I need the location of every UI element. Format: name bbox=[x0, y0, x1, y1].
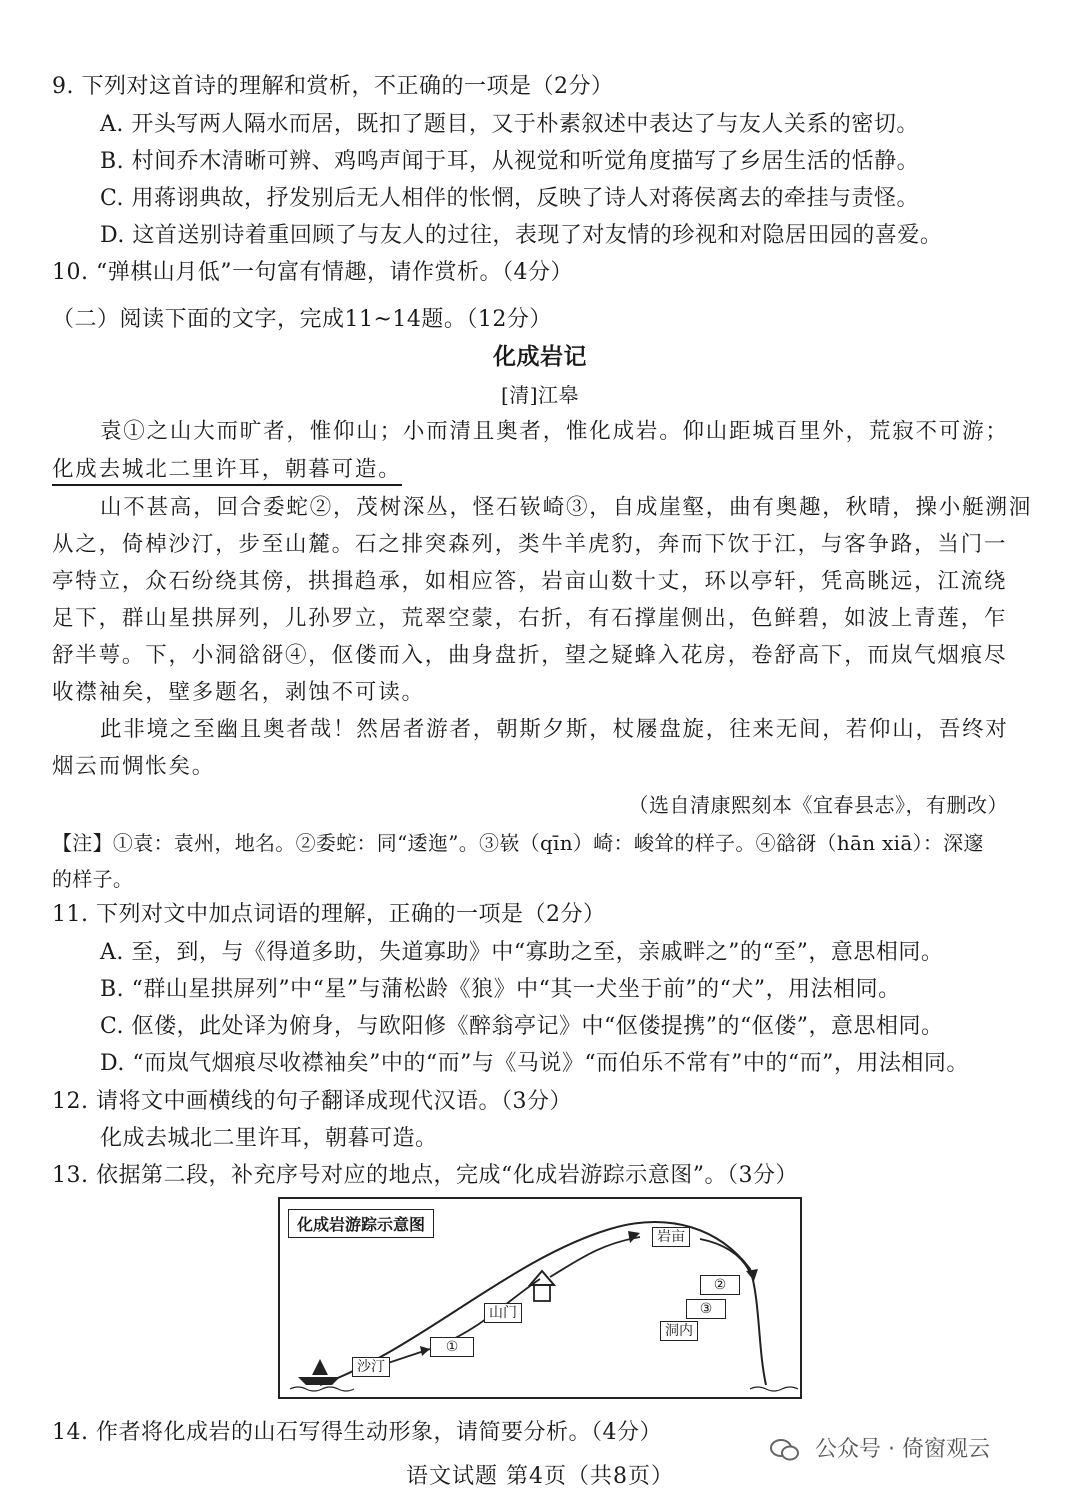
diagram-label-3: ③ bbox=[686, 1299, 726, 1319]
passage-p1-line1: 袁①之山大而旷者，惟仰山；小而清且奥者，惟化成岩。仰山距城百里外，荒寂不可游； bbox=[100, 419, 1009, 444]
q12-sentence: 化成去城北二里许耳，朝暮可造。 bbox=[100, 1126, 438, 1151]
q9-option-d: D. 这首送别诗着重回顾了与友人的过往，表现了对友情的珍视和对隐居田园的喜爱。 bbox=[100, 223, 943, 248]
passage-p2-line1: 山不甚高，回合委蛇②，茂树深丛，怪石嵚崎③，自成崖壑，曲有奥趣，秋晴，操小艇溯洄 bbox=[100, 495, 1033, 520]
boat-sail-icon bbox=[312, 1359, 328, 1375]
passage-p1-line2 bbox=[52, 455, 402, 485]
arrowhead bbox=[420, 1346, 430, 1356]
passage-p2-line6: 收襟袖矣，壁多题名，剥蚀不可读。 bbox=[52, 680, 425, 705]
q13-stem: 13. 依据第二段，补充序号对应的地点，完成“化成岩游踪示意图”。（3分） bbox=[52, 1163, 798, 1188]
watermark-text: 公众号 · 倚窗观云 bbox=[815, 1437, 990, 1462]
passage-author: [清]江皋 bbox=[500, 383, 580, 407]
watermark bbox=[770, 1432, 990, 1463]
passage-p2-line5: 舒半萼。下，小洞谽谺④，伛偻而入，曲身盘折，望之疑蜂入花房，卷舒高下，而岚气烟痕尽 bbox=[52, 643, 1008, 668]
q9-option-a: A. 开头写两人隔水而居，既扣了题目，又于朴素叙述中表达了与友人关系的密切。 bbox=[100, 112, 919, 137]
section-heading: （二）阅读下面的文字，完成11~14题。（12分） bbox=[52, 307, 552, 332]
page-footer: 语文试题 第4页（共8页） bbox=[406, 1464, 674, 1489]
q14-stem: 14. 作者将化成岩的山石写得生动形象，请简要分析。（4分） bbox=[52, 1420, 662, 1445]
passage-p3-line1: 此非境之至幽且奥者哉！然居者游者，朝斯夕斯，杖屦盘旋，往来无间，若仰山，吾终对 bbox=[100, 717, 1009, 742]
q9-stem: 9. 下列对这首诗的理解和赏析，不正确的一项是（2分） bbox=[52, 74, 614, 99]
boat-icon bbox=[298, 1377, 340, 1385]
q12-stem: 12. 请将文中画横线的句子翻译成现代汉语。（3分） bbox=[52, 1089, 572, 1114]
passage-note-line1: 【注】①袁：袁州，地名。②委蛇：同“逶迤”。③嵚（qīn）崎：峻耸的样子。④谽谺（hān xiā）：深邃 bbox=[52, 831, 984, 855]
diagram-label-shating: 沙汀 bbox=[352, 1357, 390, 1377]
diagram-label-1: ① bbox=[430, 1337, 474, 1357]
passage-title: 化成岩记 bbox=[493, 343, 587, 370]
diagram-label-yanmu: 岩亩 bbox=[652, 1227, 690, 1247]
diagram-title: 化成岩游踪示意图 bbox=[288, 1209, 434, 1238]
q9-option-b: B. 村间乔木清晰可辨、鸡鸣声闻于耳，从视觉和听觉角度描写了乡居生活的恬静。 bbox=[100, 149, 920, 174]
q11-option-c: C. 伛偻，此处译为俯身，与欧阳修《醉翁亭记》中“伛偻提携”的“伛偻”，意思相同。 bbox=[100, 1014, 944, 1039]
diagram-label-gate: 山门 bbox=[484, 1303, 522, 1323]
pavilion-icon bbox=[534, 1285, 550, 1301]
q11-stem: 11. 下列对文中加点词语的理解，正确的一项是（2分） bbox=[52, 902, 606, 927]
water-waves bbox=[290, 1387, 798, 1391]
passage-source: （选自清康熙刻本《宜春县志》，有删改） bbox=[628, 793, 1008, 817]
q10-stem: 10. “弹棋山月低”一句富有情趣，请作赏析。（4分） bbox=[52, 260, 573, 285]
diagram-label-cave: 洞内 bbox=[660, 1321, 698, 1341]
q11-option-a: A. 至，到，与《得道多助，失道寡助》中“寡助之至，亲戚畔之”的“至”，意思相同。 bbox=[100, 940, 944, 965]
q9-option-c: C. 用蒋诩典故，抒发别后无人相伴的怅惘，反映了诗人对蒋侯离去的牵挂与责怪。 bbox=[100, 186, 920, 211]
q11-option-d: D. “而岚气烟痕尽收襟袖矣”中的“而”与《马说》“而伯乐不常有”中的“而”，用法相同。 bbox=[100, 1051, 969, 1076]
passage-p2-line3: 亭特立，众石纷绕其傍，拱揖趋承，如相应答，岩亩山数十丈，环以亭轩，凭高眺远，江流绕 bbox=[52, 569, 1008, 594]
passage-note-line2: 的样子。 bbox=[52, 867, 134, 891]
passage-p3-line2: 烟云而惆怅矣。 bbox=[52, 754, 216, 779]
underlined-sentence: 化成去城北二里许耳，朝暮可造。 bbox=[52, 457, 402, 486]
route-diagram bbox=[278, 1197, 802, 1399]
q11-option-b: B. “群山星拱屏列”中“星”与蒲松龄《狼》中“其一犬坐于前”的“犬”，用法相同。 bbox=[100, 977, 901, 1002]
passage-p2-line4: 足下，群山星拱屏列，儿孙罗立，荒翠空蒙，右折，有石撑崖侧出，色鲜碧，如波上青莲，乍 bbox=[52, 606, 1008, 631]
diagram-label-2: ② bbox=[700, 1275, 740, 1295]
wechat-icon bbox=[770, 1439, 800, 1461]
passage-p2-line2: 从之，倚棹沙汀，步至山麓。石之排突森列，类牛羊虎豹，奔而下饮于江，与客争路，当门一 bbox=[52, 532, 1008, 557]
